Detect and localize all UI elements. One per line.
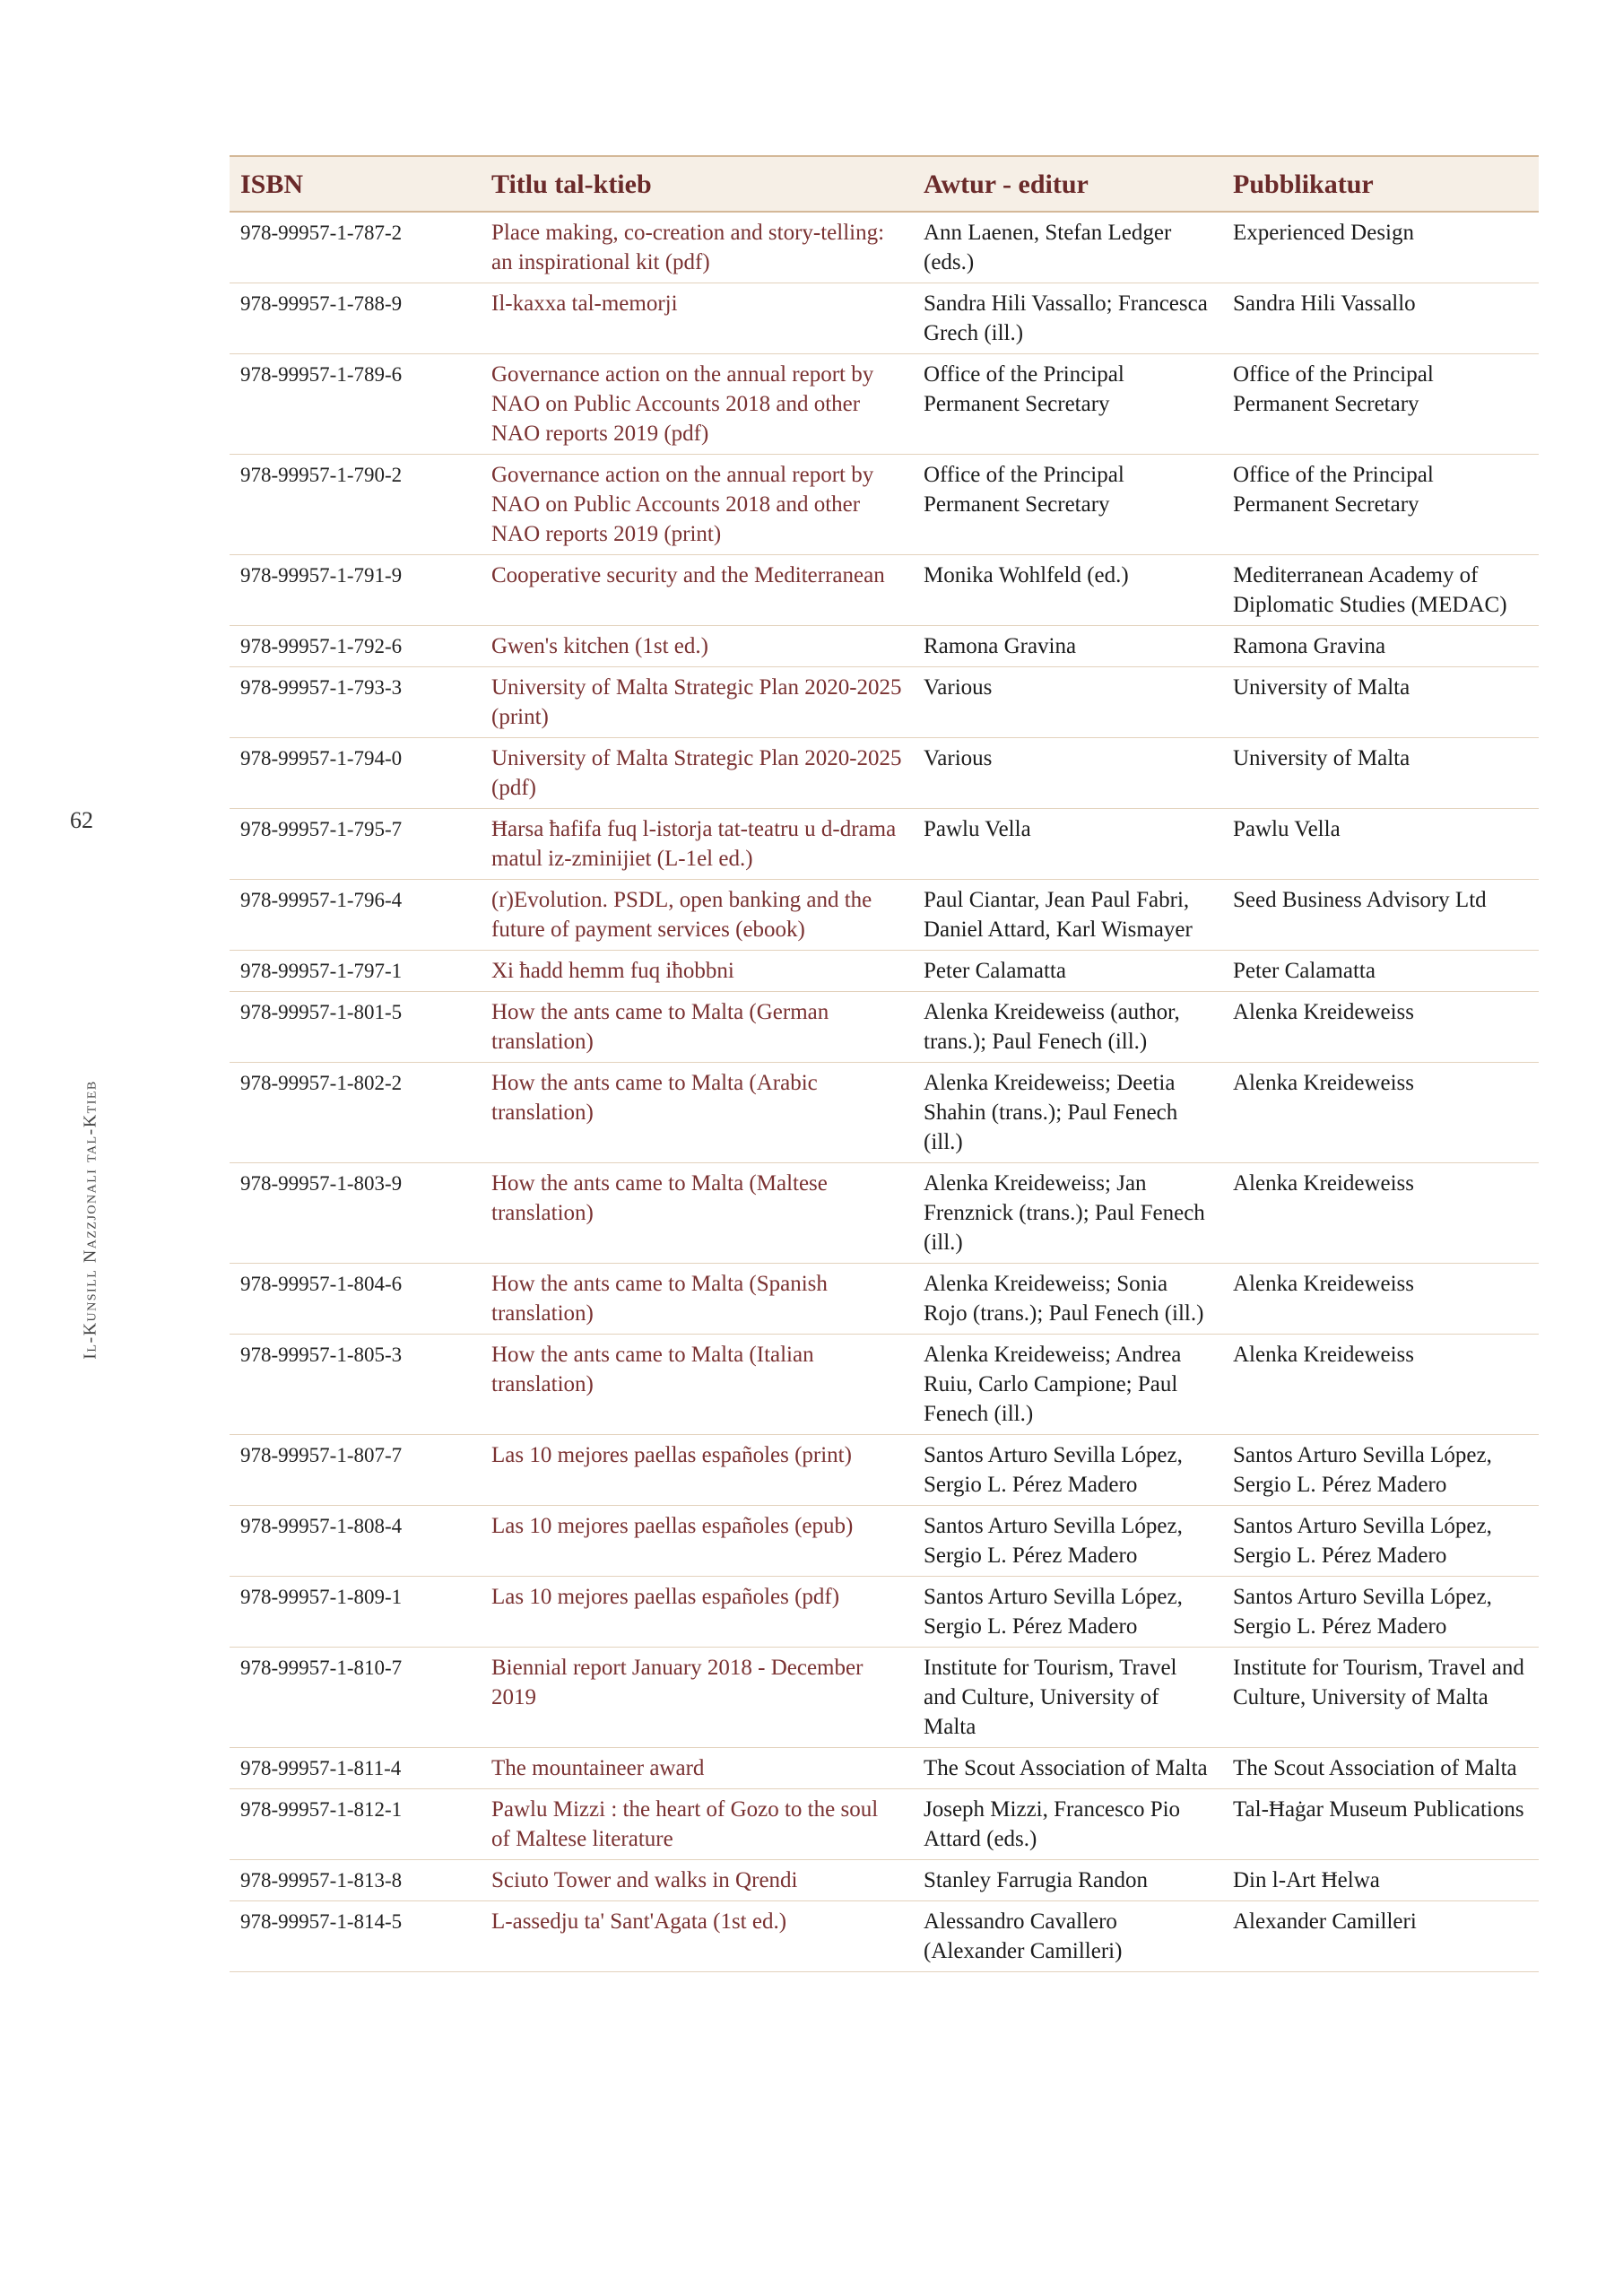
title-cell: Place making, co-creation and story-telling: an inspirational kit (pdf) — [481, 212, 913, 283]
table-body — [230, 212, 1539, 1972]
author-cell: Alenka Kreideweiss; Sonia Rojo (trans.); Paul Fenech (ill.) — [913, 1264, 1222, 1335]
table-row — [230, 1901, 1539, 1972]
publisher-cell: Santos Arturo Sevilla López, Sergio L. Pérez Madero — [1222, 1577, 1539, 1648]
title-cell: Las 10 mejores paellas españoles (print) — [481, 1435, 913, 1506]
title-cell: Las 10 mejores paellas españoles (pdf) — [481, 1577, 913, 1648]
title-cell: How the ants came to Malta (Arabic translation) — [481, 1063, 913, 1163]
title-cell: Governance action on the annual report by NAO on Public Accounts 2018 and other NAO reports 2019 (pdf) — [481, 354, 913, 455]
table-row — [230, 283, 1539, 354]
publisher-cell: University of Malta — [1222, 667, 1539, 738]
table-row — [230, 1335, 1539, 1435]
publisher-cell: Alenka Kreideweiss — [1222, 1335, 1539, 1435]
publisher-cell: Din l-Art Ħelwa — [1222, 1860, 1539, 1901]
isbn-cell: 978-99957-1-804-6 — [230, 1264, 481, 1335]
publisher-cell: Pawlu Vella — [1222, 809, 1539, 880]
title-cell: How the ants came to Malta (Italian translation) — [481, 1335, 913, 1435]
author-cell: Pawlu Vella — [913, 809, 1222, 880]
author-cell: Ann Laenen, Stefan Ledger (eds.) — [913, 212, 1222, 283]
header-title: Titlu tal-ktieb — [481, 156, 913, 212]
table-row — [230, 880, 1539, 951]
table-row — [230, 1648, 1539, 1748]
isbn-cell: 978-99957-1-790-2 — [230, 455, 481, 555]
title-cell: Il-kaxxa tal-memorji — [481, 283, 913, 354]
publisher-cell: Alenka Kreideweiss — [1222, 992, 1539, 1063]
publisher-cell: Santos Arturo Sevilla López, Sergio L. Pérez Madero — [1222, 1435, 1539, 1506]
publisher-cell: Santos Arturo Sevilla López, Sergio L. Pérez Madero — [1222, 1506, 1539, 1577]
table-row — [230, 1748, 1539, 1789]
publisher-cell: Seed Business Advisory Ltd — [1222, 880, 1539, 951]
table-row — [230, 1577, 1539, 1648]
isbn-cell: 978-99957-1-803-9 — [230, 1163, 481, 1264]
author-cell: Sandra Hili Vassallo; Francesca Grech (ill.) — [913, 283, 1222, 354]
title-cell: Biennial report January 2018 - December 2019 — [481, 1648, 913, 1748]
author-cell: Alenka Kreideweiss (author, trans.); Paul Fenech (ill.) — [913, 992, 1222, 1063]
publisher-cell: Office of the Principal Permanent Secretary — [1222, 354, 1539, 455]
publisher-cell: Institute for Tourism, Travel and Culture, University of Malta — [1222, 1648, 1539, 1748]
title-cell: Sciuto Tower and walks in Qrendi — [481, 1860, 913, 1901]
table-row — [230, 738, 1539, 809]
publisher-cell: Experienced Design — [1222, 212, 1539, 283]
author-cell: Various — [913, 738, 1222, 809]
table-row — [230, 667, 1539, 738]
table-row — [230, 455, 1539, 555]
isbn-cell: 978-99957-1-802-2 — [230, 1063, 481, 1163]
author-cell: Institute for Tourism, Travel and Culture, University of Malta — [913, 1648, 1222, 1748]
isbn-cell: 978-99957-1-801-5 — [230, 992, 481, 1063]
table-row — [230, 951, 1539, 992]
title-cell: Pawlu Mizzi : the heart of Gozo to the soul of Maltese literature — [481, 1789, 913, 1860]
table-row — [230, 1063, 1539, 1163]
title-cell: Ħarsa ħafifa fuq l-istorja tat-teatru u d-drama matul iz-zminijiet (L-1el ed.) — [481, 809, 913, 880]
isbn-cell: 978-99957-1-810-7 — [230, 1648, 481, 1748]
author-cell: Alessandro Cavallero (Alexander Camilleri) — [913, 1901, 1222, 1972]
publisher-cell: Alexander Camilleri — [1222, 1901, 1539, 1972]
isbn-cell: 978-99957-1-791-9 — [230, 555, 481, 626]
publisher-cell: Ramona Gravina — [1222, 626, 1539, 667]
isbn-cell: 978-99957-1-808-4 — [230, 1506, 481, 1577]
table-row — [230, 1264, 1539, 1335]
isbn-cell: 978-99957-1-795-7 — [230, 809, 481, 880]
isbn-cell: 978-99957-1-805-3 — [230, 1335, 481, 1435]
title-cell: Governance action on the annual report by NAO on Public Accounts 2018 and other NAO reports 2019 (print) — [481, 455, 913, 555]
isbn-table — [230, 155, 1539, 1972]
title-cell: The mountaineer award — [481, 1748, 913, 1789]
author-cell: Peter Calamatta — [913, 951, 1222, 992]
publisher-cell: Alenka Kreideweiss — [1222, 1264, 1539, 1335]
table-row — [230, 555, 1539, 626]
table-row — [230, 1860, 1539, 1901]
title-cell: How the ants came to Malta (Spanish translation) — [481, 1264, 913, 1335]
publisher-cell: Alenka Kreideweiss — [1222, 1163, 1539, 1264]
author-cell: Monika Wohlfeld (ed.) — [913, 555, 1222, 626]
author-cell: The Scout Association of Malta — [913, 1748, 1222, 1789]
title-cell: University of Malta Strategic Plan 2020-2025 (print) — [481, 667, 913, 738]
author-cell: Paul Ciantar, Jean Paul Fabri, Daniel Attard, Karl Wismayer — [913, 880, 1222, 951]
title-cell: University of Malta Strategic Plan 2020-2025 (pdf) — [481, 738, 913, 809]
publisher-cell: Sandra Hili Vassallo — [1222, 283, 1539, 354]
isbn-cell: 978-99957-1-792-6 — [230, 626, 481, 667]
isbn-cell: 978-99957-1-814-5 — [230, 1901, 481, 1972]
title-cell: Las 10 mejores paellas españoles (epub) — [481, 1506, 913, 1577]
isbn-cell: 978-99957-1-787-2 — [230, 212, 481, 283]
publisher-cell: The Scout Association of Malta — [1222, 1748, 1539, 1789]
table-row — [230, 1435, 1539, 1506]
isbn-cell: 978-99957-1-796-4 — [230, 880, 481, 951]
author-cell: Ramona Gravina — [913, 626, 1222, 667]
isbn-cell: 978-99957-1-811-4 — [230, 1748, 481, 1789]
author-cell: Alenka Kreideweiss; Deetia Shahin (trans.); Paul Fenech (ill.) — [913, 1063, 1222, 1163]
table-row — [230, 1506, 1539, 1577]
author-cell: Alenka Kreideweiss; Jan Frenznick (trans.); Paul Fenech (ill.) — [913, 1163, 1222, 1264]
isbn-cell: 978-99957-1-807-7 — [230, 1435, 481, 1506]
author-cell: Santos Arturo Sevilla López, Sergio L. Pérez Madero — [913, 1577, 1222, 1648]
isbn-cell: 978-99957-1-809-1 — [230, 1577, 481, 1648]
title-cell: How the ants came to Malta (German translation) — [481, 992, 913, 1063]
publisher-cell: Tal-Ħaġar Museum Publications — [1222, 1789, 1539, 1860]
author-cell: Alenka Kreideweiss; Andrea Ruiu, Carlo Campione; Paul Fenech (ill.) — [913, 1335, 1222, 1435]
table-row — [230, 626, 1539, 667]
publisher-cell: University of Malta — [1222, 738, 1539, 809]
title-cell: Cooperative security and the Mediterranean — [481, 555, 913, 626]
title-cell: How the ants came to Malta (Maltese translation) — [481, 1163, 913, 1264]
publisher-cell: Alenka Kreideweiss — [1222, 1063, 1539, 1163]
title-cell: (r)Evolution. PSDL, open banking and the future of payment services (ebook) — [481, 880, 913, 951]
header-author: Awtur - editur — [913, 156, 1222, 212]
isbn-cell: 978-99957-1-797-1 — [230, 951, 481, 992]
page-number: 62 — [70, 807, 93, 833]
publisher-cell: Office of the Principal Permanent Secretary — [1222, 455, 1539, 555]
isbn-cell: 978-99957-1-812-1 — [230, 1789, 481, 1860]
title-cell: L-assedju ta' Sant'Agata (1st ed.) — [481, 1901, 913, 1972]
author-cell: Santos Arturo Sevilla López, Sergio L. Pérez Madero — [913, 1506, 1222, 1577]
isbn-cell: 978-99957-1-793-3 — [230, 667, 481, 738]
publisher-cell: Mediterranean Academy of Diplomatic Studies (MEDAC) — [1222, 555, 1539, 626]
isbn-cell: 978-99957-1-813-8 — [230, 1860, 481, 1901]
side-running-title: Il-Kunsill Nazzjonali tal-Ktieb — [80, 1080, 100, 1360]
table-row — [230, 992, 1539, 1063]
header-row — [230, 156, 1539, 212]
table-row — [230, 1163, 1539, 1264]
title-cell: Gwen's kitchen (1st ed.) — [481, 626, 913, 667]
isbn-cell: 978-99957-1-789-6 — [230, 354, 481, 455]
table-row — [230, 212, 1539, 283]
isbn-table-container — [230, 155, 1539, 1972]
table-row — [230, 1789, 1539, 1860]
author-cell: Santos Arturo Sevilla López, Sergio L. Pérez Madero — [913, 1435, 1222, 1506]
isbn-cell: 978-99957-1-794-0 — [230, 738, 481, 809]
table-header — [230, 156, 1539, 212]
title-cell: Xi ħadd hemm fuq iħobbni — [481, 951, 913, 992]
author-cell: Joseph Mizzi, Francesco Pio Attard (eds.) — [913, 1789, 1222, 1860]
publisher-cell: Peter Calamatta — [1222, 951, 1539, 992]
isbn-cell: 978-99957-1-788-9 — [230, 283, 481, 354]
header-publisher: Pubblikatur — [1222, 156, 1539, 212]
table-row — [230, 809, 1539, 880]
header-isbn: ISBN — [230, 156, 481, 212]
author-cell: Various — [913, 667, 1222, 738]
author-cell: Office of the Principal Permanent Secretary — [913, 354, 1222, 455]
author-cell: Office of the Principal Permanent Secretary — [913, 455, 1222, 555]
table-row — [230, 354, 1539, 455]
author-cell: Stanley Farrugia Randon — [913, 1860, 1222, 1901]
